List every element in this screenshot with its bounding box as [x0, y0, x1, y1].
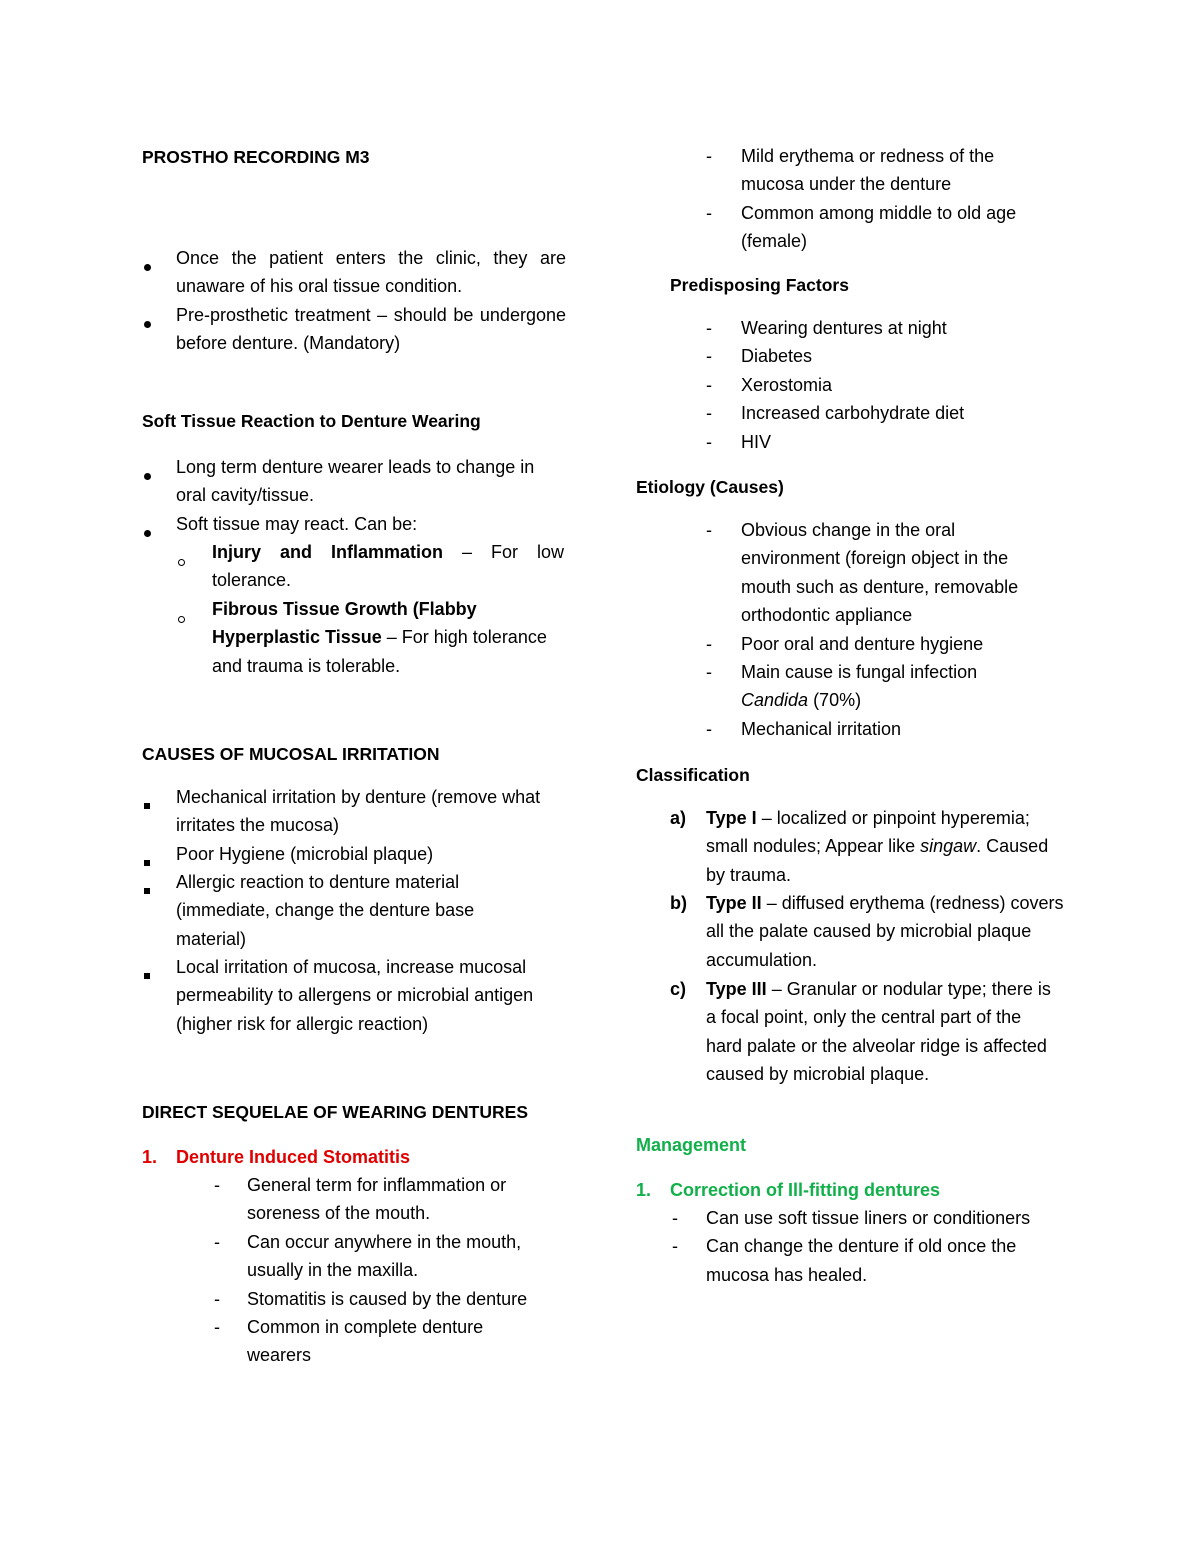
- section-heading: DIRECT SEQUELAE OF WEARING DENTURES: [142, 1102, 528, 1122]
- list-letter: b): [670, 893, 687, 913]
- bullet-icon: [144, 255, 151, 276]
- bullet-icon: [144, 312, 151, 333]
- dash-bullet: -: [706, 634, 712, 654]
- dash-bullet: -: [214, 1175, 220, 1195]
- list-item: [212, 595, 568, 680]
- list-letter: c): [670, 979, 687, 999]
- term-description: – For low tolerance.: [212, 542, 564, 591]
- list-letter: a): [670, 808, 687, 828]
- list-item: Wearing dentures at night: [741, 318, 947, 338]
- square-bullet-icon: [144, 793, 150, 814]
- circle-bullet-icon: [178, 607, 185, 628]
- dash-bullet: -: [672, 1208, 678, 1228]
- list-item: Pre-prosthetic treatment – should be undergone before denture. (Mandatory): [176, 305, 566, 354]
- term-description: – For high tolerance and trauma is tolerable.: [212, 627, 547, 676]
- circle-bullet-icon: [178, 550, 185, 571]
- list-item: Can change the denture if old once the mucosa has healed.: [706, 1236, 1017, 1285]
- dash-bullet: -: [706, 318, 712, 338]
- type-name: Type I: [706, 808, 757, 828]
- dash-bullet: -: [214, 1289, 220, 1309]
- organism-name: Candida: [741, 690, 809, 711]
- type-description-end: . Caused by trauma.: [706, 836, 1049, 885]
- list-item: Can use soft tissue liners or conditioners: [706, 1208, 1031, 1228]
- dash-bullet: -: [706, 719, 712, 739]
- list-number: 1.: [142, 1147, 158, 1167]
- list-item: Long term denture wearer leads to change in oral cavity/tissue.: [176, 457, 535, 506]
- section-heading: Etiology (Causes): [636, 477, 784, 497]
- bullet-icon: [144, 464, 151, 485]
- list-item: HIV: [741, 431, 772, 452]
- dash-bullet: -: [706, 346, 712, 367]
- type-description: – localized or pinpoint hyperemia; small nodules; Appear like: [706, 808, 1030, 857]
- list-item: Local irritation of mucosa, increase mucosal permeability to allergens or microbial antigen (higher risk for allergic reaction): [176, 957, 534, 1034]
- dash-bullet: -: [706, 403, 712, 424]
- section-heading: Predisposing Factors: [670, 275, 849, 295]
- dash-bullet: -: [706, 203, 712, 223]
- dash-bullet: -: [706, 662, 712, 682]
- list-item: Allergic reaction to denture material (immediate, change the denture base material): [176, 872, 475, 949]
- section-heading: Soft Tissue Reaction to Denture Wearing: [142, 411, 481, 431]
- list-item: [706, 975, 1051, 1089]
- list-item: Obvious change in the oral environment (foreign object in the mouth such as denture, removable orthodontic appliance: [741, 520, 1019, 626]
- list-item: Once the patient enters the clinic, they are unaware of his oral tissue condition.: [176, 248, 566, 297]
- term: Injury and Inflammation: [212, 542, 443, 562]
- type-term: singaw: [920, 836, 977, 857]
- dash-bullet: -: [706, 431, 712, 452]
- type-name: Type III: [706, 979, 767, 999]
- section-heading: Classification: [636, 765, 750, 785]
- page-title: PROSTHO RECORDING M3: [142, 147, 370, 167]
- type-name: Type II: [706, 893, 762, 913]
- square-bullet-icon: [144, 963, 150, 984]
- list-item: Poor oral and denture hygiene: [741, 634, 984, 654]
- list-item: [706, 889, 1068, 974]
- list-item: Stomatitis is caused by the denture: [247, 1289, 528, 1309]
- list-item: Mechanical irritation: [741, 719, 902, 739]
- list-item: [706, 804, 1062, 889]
- square-bullet-icon: [144, 878, 150, 899]
- bullet-icon: [144, 521, 151, 542]
- item-text: Main cause is fungal infection: [741, 662, 978, 682]
- list-item: Increased carbohydrate diet: [741, 403, 965, 424]
- section-heading: Management: [636, 1135, 747, 1155]
- list-item: Can occur anywhere in the mouth, usually in the maxilla.: [247, 1232, 522, 1281]
- list-item: Soft tissue may react. Can be:: [176, 514, 418, 534]
- section-heading: CAUSES OF MUCOSAL IRRITATION: [142, 744, 440, 764]
- dash-bullet: -: [706, 374, 712, 395]
- list-item: [212, 538, 564, 595]
- dash-bullet: -: [214, 1317, 220, 1337]
- list-item: Diabetes: [741, 346, 813, 367]
- list-item: Mild erythema or redness of the mucosa under the denture: [741, 146, 995, 195]
- dash-bullet: -: [706, 520, 712, 540]
- list-item: Common among middle to old age (female): [741, 203, 1017, 252]
- dash-bullet: -: [672, 1236, 678, 1257]
- type-description: – Granular or nodular type; there is a focal point, only the central part of the hard palate or the alveolar ridge is affected caused by microbial plaque.: [706, 979, 1051, 1085]
- percentage: (70%): [808, 690, 862, 711]
- list-item: Poor Hygiene (microbial plaque): [176, 844, 434, 864]
- square-bullet-icon: [144, 850, 150, 871]
- dash-bullet: -: [214, 1232, 220, 1252]
- sub-heading: Denture Induced Stomatitis: [176, 1147, 411, 1167]
- list-item: General term for inflammation or soreness of the mouth.: [247, 1175, 507, 1224]
- sub-heading: Correction of Ill-fitting dentures: [670, 1180, 940, 1200]
- list-item: [741, 658, 1041, 715]
- list-item: Mechanical irritation by denture (remove what irritates the mucosa): [176, 787, 541, 836]
- list-number: 1.: [636, 1180, 652, 1200]
- type-description: – diffused erythema (redness) covers all the palate caused by microbial plaque accumulation.: [706, 893, 1064, 970]
- term: Fibrous Tissue Growth (Flabby Hyperplastic Tissue: [212, 599, 477, 648]
- list-item: Common in complete denture wearers: [247, 1317, 484, 1366]
- dash-bullet: -: [706, 146, 712, 166]
- list-item: Xerostomia: [741, 374, 833, 395]
